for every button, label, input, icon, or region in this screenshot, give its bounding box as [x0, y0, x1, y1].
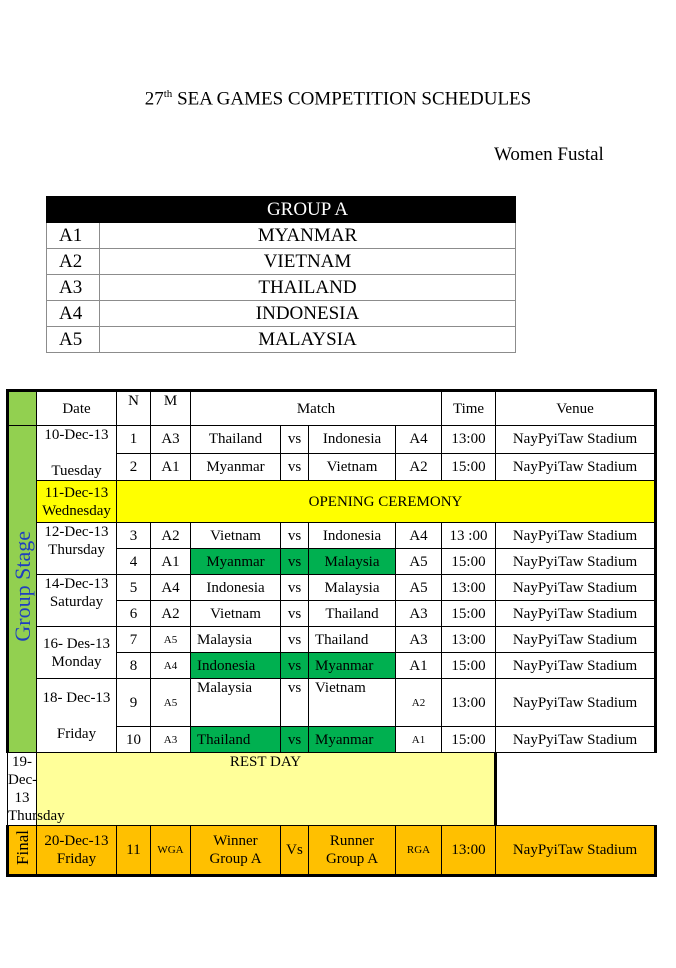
team-code: A4	[47, 301, 100, 327]
match-row: Group Stage 10-Dec-13 Tuesday 1 A3 Thailand vs Indonesia A4 13:00 NayPyiTaw Stadium	[8, 426, 656, 454]
group-team-row	[47, 223, 516, 249]
group-a-table	[46, 196, 516, 353]
date-cell: 19-Dec-13 Thursday	[8, 754, 65, 824]
n-header: N	[117, 391, 151, 426]
match-row: 18- Dec-13 Friday 9 A5 Malaysia vs Vietnam A2 13:00 NayPyiTaw Stadium	[8, 679, 656, 727]
team-code: A3	[47, 275, 100, 301]
group-team-row	[47, 301, 516, 327]
team-name: INDONESIA	[100, 301, 516, 327]
rest-day-row	[8, 753, 656, 826]
final-row: Final 20-Dec-13 Friday 11 WGA Winner Group A Vs Runner Group A RGA 13:00 NayPyiTaw Stadium	[8, 826, 656, 876]
team-code: A5	[47, 327, 100, 353]
venue-header: Venue	[496, 391, 656, 426]
group-stage-label: Group Stage	[8, 426, 37, 753]
date-cell: 10-Dec-13 Tuesday	[37, 426, 117, 481]
m-header: M	[151, 391, 191, 426]
team-name: MALAYSIA	[100, 327, 516, 353]
date-cell: 20-Dec-13 Friday	[37, 826, 117, 876]
schedule-table	[6, 389, 657, 877]
match-row: 12-Dec-13 Thursday 3 A2 Vietnam vs Indonesia A4 13 :00 NayPyiTaw Stadium	[8, 523, 656, 549]
group-team-row	[47, 249, 516, 275]
match-row: 16- Des-13 Monday 7 A5 Malaysia vs Thailand A3 13:00 NayPyiTaw Stadium	[8, 627, 656, 653]
match-row: 10 A3 Thailand vs Myanmar A1 15:00 NayPyiTaw Stadium	[8, 727, 656, 753]
team-name: VIETNAM	[100, 249, 516, 275]
group-header: GROUP A	[100, 197, 516, 223]
final-away: Runner Group A	[309, 826, 396, 876]
match-row: 14-Dec-13 Saturday 5 A4 Indonesia vs Malaysia A5 13:00 NayPyiTaw Stadium	[8, 575, 656, 601]
date-cell: 12-Dec-13 Thursday	[37, 523, 117, 575]
group-header-row	[47, 197, 516, 223]
rest-day: REST DAY	[37, 753, 496, 826]
time-header: Time	[442, 391, 496, 426]
group-team-row	[47, 327, 516, 353]
date-cell: 16- Des-13 Monday	[37, 627, 117, 679]
group-team-row	[47, 275, 516, 301]
team-name: MYANMAR	[100, 223, 516, 249]
opening-ceremony: OPENING CEREMONY	[117, 481, 656, 523]
date-cell: 18- Dec-13 Friday	[37, 679, 117, 753]
match-header: Match	[191, 391, 442, 426]
team-code: A1	[47, 223, 100, 249]
match-row: 4 A1 Myanmar vs Malaysia A5 15:00 NayPyiTaw Stadium	[8, 549, 656, 575]
team-code: A2	[47, 249, 100, 275]
match-row: 8 A4 Indonesia vs Myanmar A1 15:00 NayPyiTaw Stadium	[8, 653, 656, 679]
opening-ceremony-row	[8, 481, 656, 523]
final-label: Final	[8, 826, 37, 876]
match-row: 6 A2 Vietnam vs Thailand A3 15:00 NayPyiTaw Stadium	[8, 601, 656, 627]
schedule-header-row	[8, 391, 656, 426]
date-cell: 14-Dec-13 Saturday	[37, 575, 117, 627]
page-title: 27th SEA GAMES COMPETITION SCHEDULES	[144, 88, 532, 110]
page-subtitle: Women Fustal	[494, 144, 604, 165]
date-cell: 11-Dec-13 Wednesday	[37, 481, 117, 523]
date-header: Date	[37, 391, 117, 426]
final-home: Winner Group A	[191, 826, 281, 876]
match-row: 2 A1 Myanmar vs Vietnam A2 15:00 NayPyiTaw Stadium	[8, 453, 656, 481]
team-name: THAILAND	[100, 275, 516, 301]
